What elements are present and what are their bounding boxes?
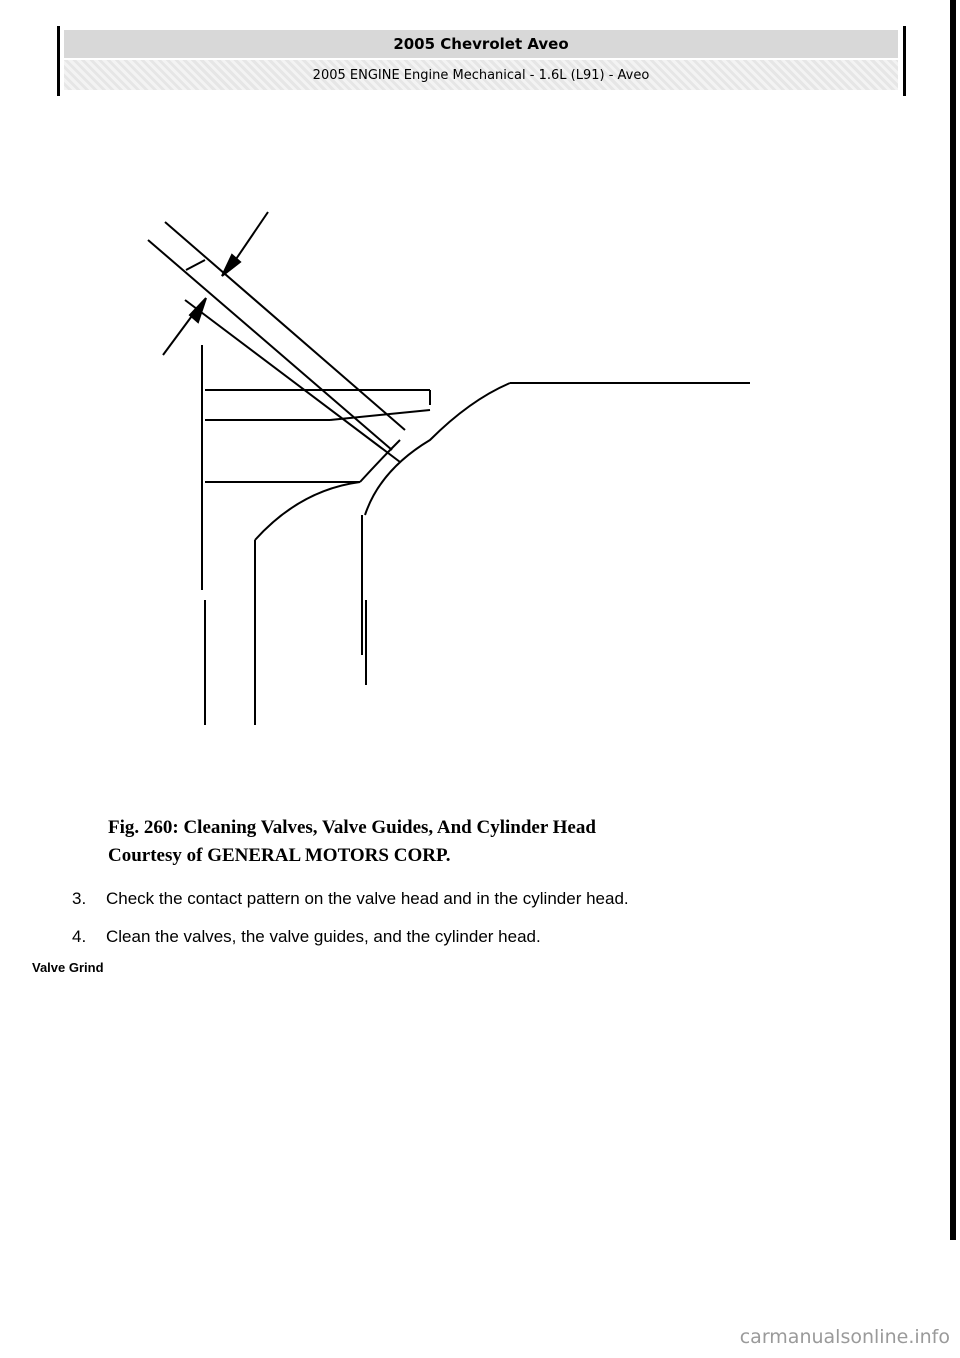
figure-caption-line-2: Courtesy of GENERAL MOTORS CORP. [108, 845, 451, 866]
valve-diagram [0, 100, 960, 800]
step-text: Check the contact pattern on the valve head and in the cylinder head. [106, 889, 629, 908]
seat-line-middle-right [330, 410, 430, 420]
document-title [64, 30, 898, 58]
figure-caption [108, 814, 808, 870]
measure-mark [186, 260, 205, 270]
section-heading: Valve Grind [32, 960, 104, 975]
arrow-lower-head [190, 298, 206, 322]
port-curve-right [365, 383, 510, 515]
port-curve-left [255, 482, 360, 540]
procedure-steps [72, 880, 872, 956]
valve-diagram-figure [0, 100, 960, 800]
step-item [72, 918, 872, 956]
step-number: 3. [72, 889, 87, 908]
document-subtitle-text: 2005 ENGINE Engine Mechanical - 1.6L (L91) - Aveo [312, 67, 650, 83]
step-number: 4. [72, 927, 87, 946]
header-border-right [903, 26, 906, 96]
document-subtitle [64, 60, 898, 90]
document-title-text: 2005 Chevrolet Aveo [393, 35, 569, 53]
step-item [72, 880, 872, 918]
watermark-link[interactable]: carmanualsonline.info [739, 1326, 950, 1348]
figure-caption-line-1: Fig. 260: Cleaning Valves, Valve Guides, And Cylinder Head [108, 817, 596, 838]
step-text: Clean the valves, the valve guides, and the cylinder head. [106, 927, 541, 946]
valve-stem-line-lower [148, 240, 392, 450]
header-border-left [57, 26, 60, 96]
valve-stem-inner [185, 300, 400, 462]
